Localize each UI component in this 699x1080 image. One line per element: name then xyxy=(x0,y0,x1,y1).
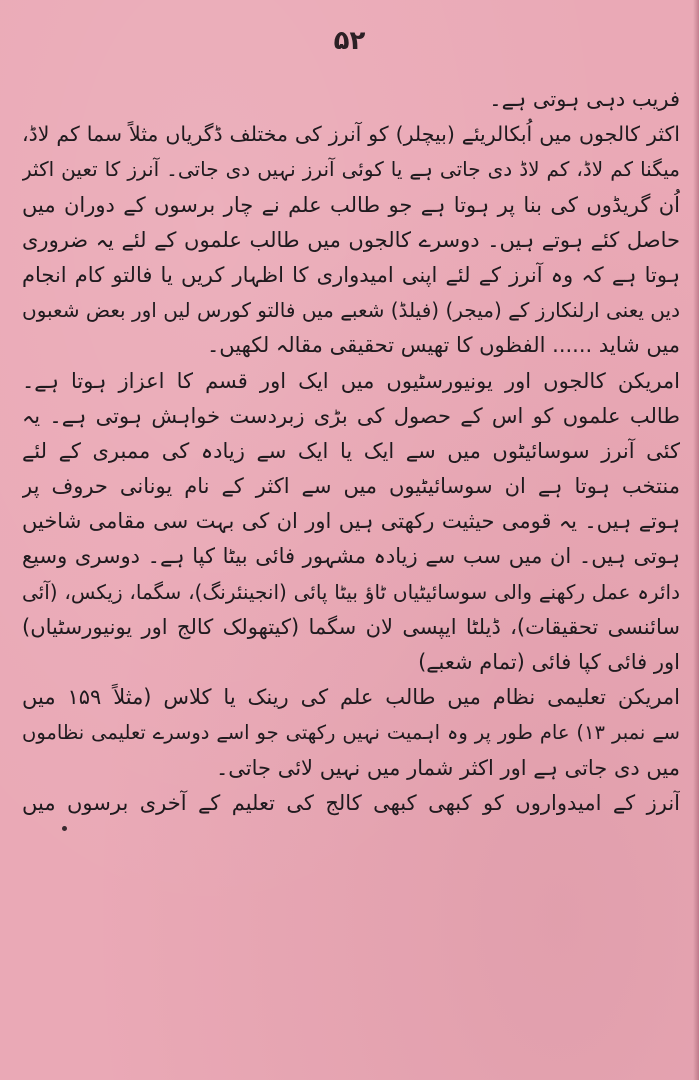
page-number: ۵۲ xyxy=(333,26,366,56)
text-line: منتخب ہوتا ہے ان سوسائیٹیوں میں سے اکثر کے نام یونانی حروف پر xyxy=(22,474,680,499)
text-line: دیں یعنی ارلنکارز کے (میجر) (فیلڈ) شعبے میں فالتو کورس لیں اور بعض شعبوں xyxy=(22,298,680,323)
text-line: کئی آنرز سوسائیٹوں میں سے ایک یا ایک سے زیادہ کی ممبری کے لئے xyxy=(22,438,680,463)
text-line: دائرہ عمل رکھنے والی سوسائیٹیاں ٹاؤ بیٹا پائی (انجینئرنگ)، سگما، زیکس، (آئی xyxy=(22,579,680,604)
text-line: حاصل کئے ہوتے ہیں۔ دوسرے کالجوں میں طالب علموں کے لئے یہ ضروری xyxy=(22,227,680,252)
text-line: اُن گریڈوں کی بنا پر ہوتا ہے جو طالب علم نے چار برسوں کے دوران میں xyxy=(22,192,680,217)
text-line: سے نمبر ۱۳) عام طور پر وہ اہمیت نہیں رکھتی جو اسے دوسرے تعلیمی نظاموں xyxy=(22,721,680,745)
text-line: اور فائی کپا فائی (تمام شعبے) xyxy=(418,650,680,674)
text-line: ہوتا ہے کہ وہ آنرز کے لئے اپنی امیدواری کا اظہار کریں یا فالتو کام انجام xyxy=(22,262,680,287)
text-line: فریب دہی ہوتی ہے۔ xyxy=(489,87,680,111)
text-line: میں شاید ...... الفظوں کا تھیس تحقیقی مقالہ لکھیں۔ xyxy=(206,333,680,358)
text-line: آنرز کے امیدواروں کو کبھی کبھی کالج کی تعلیم کے آخری برسوں میں xyxy=(22,790,680,815)
ink-speck xyxy=(62,826,67,831)
text-line: میں دی جاتی ہے اور اکثر شمار میں نہیں لائی جاتی۔ xyxy=(216,755,680,780)
text-line: اکثر کالجوں میں اُبکالریئے (بیچلر) کو آنرز کی مختلف ڈگریاں مثلاً سما کم لاڈ، xyxy=(22,122,680,147)
text-line: ہوتے ہیں۔ یہ قومی حیثیت رکھتی ہیں اور ان کی بہت سی مقامی شاخیں xyxy=(22,509,680,534)
text-line: میگنا کم لاڈ، کم لاڈ دی جاتی ہے یا کوئی آنرز نہیں دی جاتی۔ آنرز کا تعین اکثر xyxy=(22,157,680,182)
text-line: امریکن کالجوں اور یونیورسٹیوں میں ایک اور قسم کا اعزاز ہوتا ہے۔ xyxy=(22,368,680,393)
text-line: امریکن تعلیمی نظام میں طالب علم کی رینک یا کلاس (مثلاً ۱۵۹ میں xyxy=(22,685,680,710)
text-line: سائنسی تحقیقات)، ڈیلٹا ایپسی لان سگما (کیتھولک کالج اور یونیورسٹیاں) xyxy=(22,614,680,639)
text-line: ہوتی ہیں۔ ان میں سب سے زیادہ مشہور فائی بیٹا کپا ہے۔ دوسری وسیع xyxy=(22,544,680,569)
page-edge-shadow xyxy=(693,0,699,1080)
urdu-text-body xyxy=(22,82,680,821)
text-line: طالب علموں کو اس کے حصول کی بڑی زبردست خواہش ہوتی ہے۔ یہ xyxy=(22,403,680,428)
